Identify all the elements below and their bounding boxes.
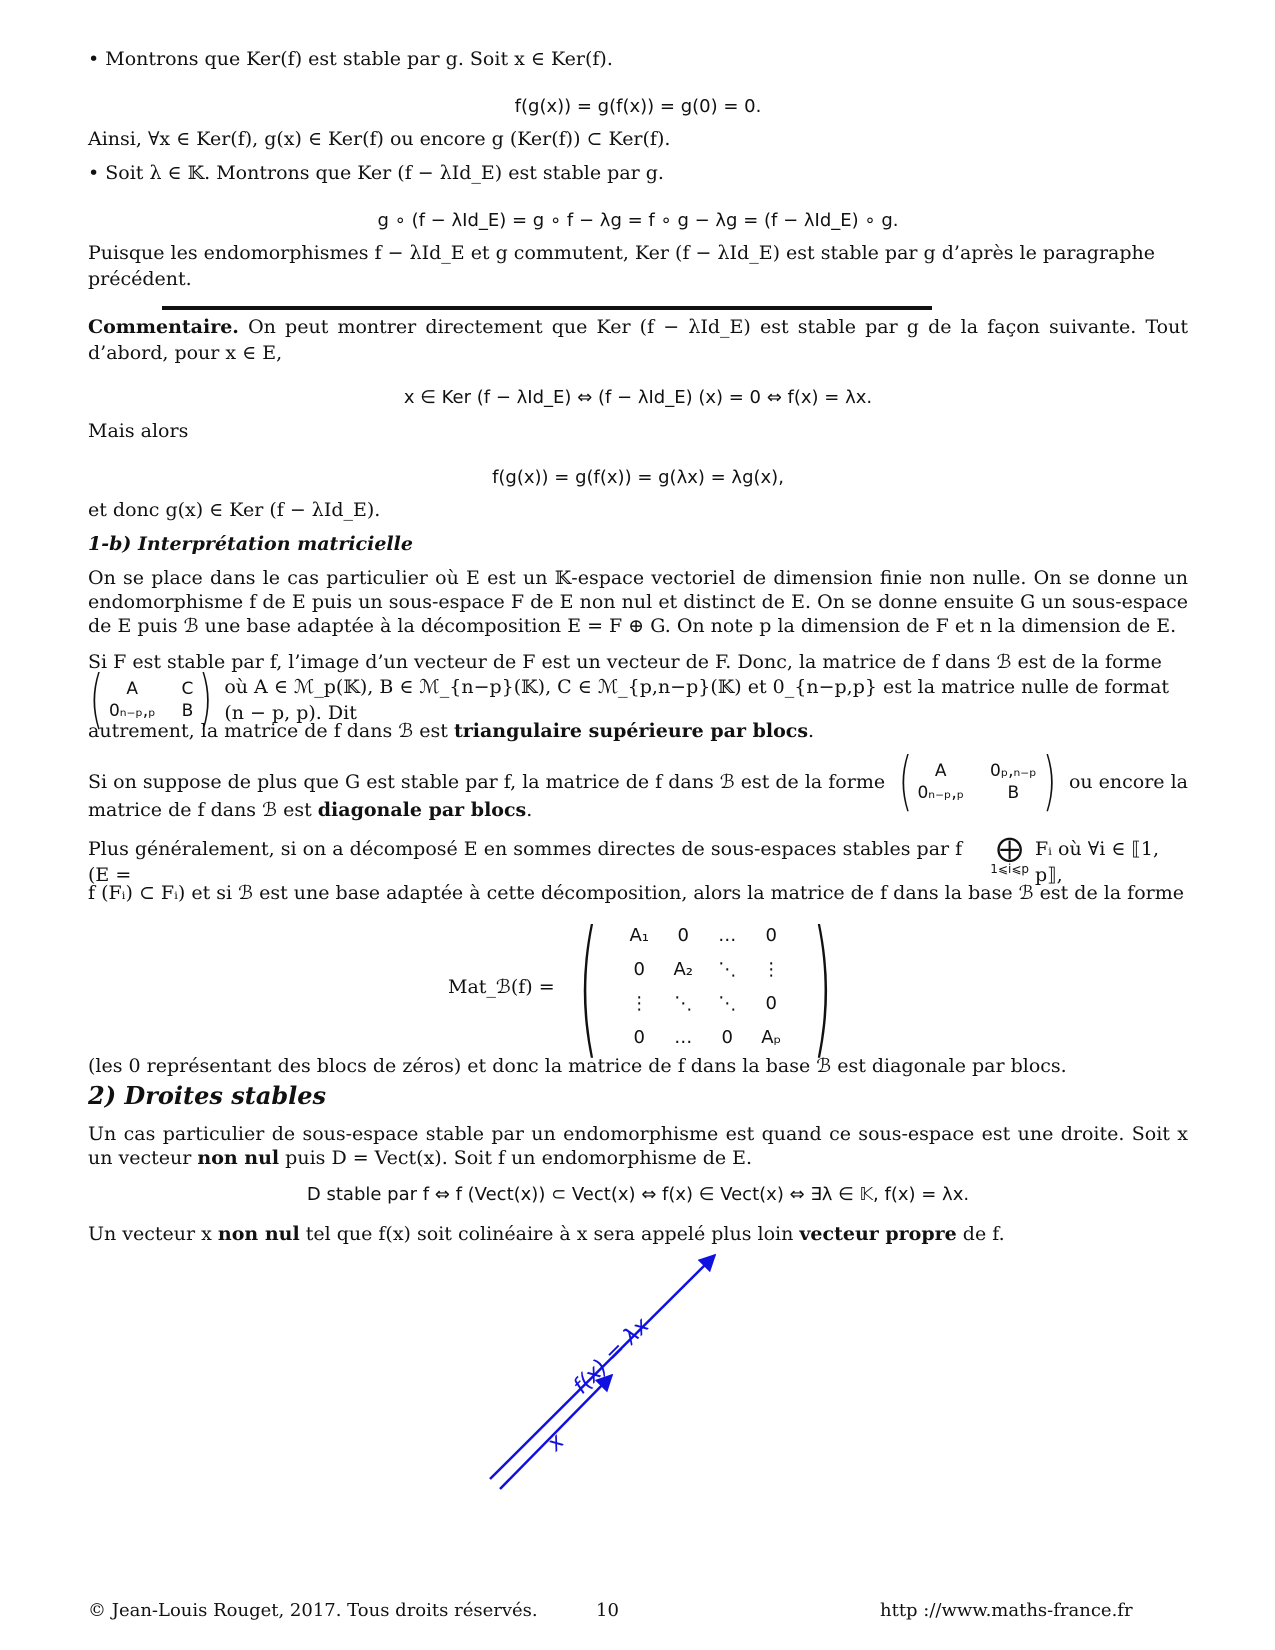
vector-figure [470,1245,740,1505]
matrix-diagonal: ( A 0ₚ,ₙ₋ₚ 0ₙ₋ₚ,ₚ B ) [898,745,1056,819]
x-vector-arrow [500,1375,612,1489]
matrix-cell: A [126,679,139,699]
text-line: et donc g(x) ∈ Ker (f − λId_E). [88,499,381,521]
equation: g ∘ (f − λId_E) = g ∘ f − λg = f ∘ g − λg = (f − λId_E) ∘ g. [377,210,899,231]
text-line: ou encore la [1068,771,1188,793]
matrix-cell: A [934,761,947,781]
paragraph: Un cas particulier de sous-espace stable par un endomorphisme est quand ce sous-espace est une droite. Soit x un vecteur non nul puis D = Vect(x). Soit f un endomorphisme de E. [88,1123,1188,1169]
sum-index: 1⩽i⩽p [990,862,1029,876]
text-line: matrice de f dans ℬ est diagonale par blocs. [88,799,533,821]
equation: f(g(x)) = g(f(x)) = g(0) = 0. [514,96,762,117]
text-line: où A ∈ ℳ_p(𝕂), B ∈ ℳ_{n−p}(𝕂), C ∈ ℳ_{p,n−p}(𝕂) et 0_{n−p,p} est la matrice nulle de format (n − p, p). Dit [224,676,1170,724]
bold-term: vecteur propre [799,1223,957,1245]
fx-label: f(x) = λx [568,1313,655,1400]
section-title-1b: 1-b) Interprétation matricielle [88,533,413,555]
horizontal-rule [162,306,932,310]
paragraph: (les 0 représentant des blocs de zéros) et donc la matrice de f dans la base ℬ est diagonale par blocs. [88,1055,1067,1077]
footer-page-number: 10 [596,1600,619,1621]
bold-term: non nul [197,1147,280,1169]
matrix-cell: Aₚ [761,1027,782,1048]
matrix-grid [617,925,793,1049]
text-line: f (Fᵢ) ⊂ Fᵢ) et si ℬ est une base adaptée à cette décomposition, alors la matrice de f dans la base ℬ est de la forme [88,882,1184,904]
matrix-cell: 0 [765,993,777,1014]
oplus-symbol: ⨁ [996,834,1023,864]
paragraph: On se place dans le cas particulier où E est un 𝕂-espace vectoriel de dimension finie non nulle. On se donne un endomorphisme f de E puis un sous-espace F de E non nul et distinct de E. On se donne ensuite G un sous-espace de E puis ℬ une base adaptée à la décomposition E = F ⊕ G. On note p la dimension de F et n la dimension de E. [88,567,1188,637]
text-line: Plus généralement, si on a décomposé E en sommes directes de sous-espaces stables par f (E = ⨁ 1⩽i⩽p Fᵢ où ∀i ∈ ⟦1, p⟧, [88,834,1159,886]
matrix-cell: 0ₚ,ₙ₋ₚ [990,761,1037,781]
equation: D stable par f ⇔ f (Vect(x)) ⊂ Vect(x) ⇔ f(x) ∈ Vect(x) ⇔ ∃λ ∈ 𝕂, f(x) = λx. [306,1184,970,1205]
matrix-cell: 0ₙ₋ₚ,ₚ [917,783,965,803]
matrix-cell: C [181,679,194,699]
matrix-cell: B [181,701,194,721]
text-line: • Montrons que Ker(f) est stable par g. Soit x ∈ Ker(f). [88,48,613,70]
paragraph: Si F est stable par f, l’image d’un vecteur de F est un vecteur de F. Donc, la matrice de f dans ℬ est de la forme [88,651,1162,673]
text-line: • Soit λ ∈ 𝕂. Montrons que Ker (f − λId_E) est stable par g. [88,162,664,184]
matrix-cell: 0 [721,1027,733,1048]
matrix-cell: 0 [677,925,689,946]
paragraph: Un vecteur x non nul tel que f(x) soit colinéaire à x sera appelé plus loin vecteur propre de f. [88,1223,1005,1245]
text-line: Si on suppose de plus que G est stable par f, la matrice de f dans ℬ est de la forme [88,771,886,793]
footer-copyright: © Jean-Louis Rouget, 2017. Tous droits réservés. [88,1600,538,1621]
text-line: Mais alors [88,420,189,442]
matrix-cell: ⋱ [718,959,737,980]
text-line: Ainsi, ∀x ∈ Ker(f), g(x) ∈ Ker(f) ou encore g (Ker(f)) ⊂ Ker(f). [88,128,671,150]
footer-url[interactable]: http ://www.maths-france.fr [880,1600,1133,1621]
text-line: Puisque les endomorphismes f − λId_E et g commutent, Ker (f − λId_E) est stable par g d’après le paragraphe précédent. [88,242,1156,290]
matrix-cell: … [674,1027,693,1048]
equation: f(g(x)) = g(f(x)) = g(λx) = λg(x), [492,467,784,488]
matrix-cell: … [718,925,737,946]
matrix-cell: B [1007,783,1020,803]
matrix-label: Mat_ℬ(f) = [448,976,555,998]
matrix-cell: ⋱ [674,993,693,1014]
matrix-cell: ⋮ [762,959,781,980]
matrix-cell: 0ₙ₋ₚ,ₚ [108,701,156,721]
matrix-cell: 0 [633,959,645,980]
matrix-triangular: ( A C 0ₙ₋ₚ,ₚ B ) [89,663,213,737]
comment-label: Commentaire. [88,316,239,338]
comment-text: On peut montrer directement que Ker (f − λId_E) est stable par g de la façon suivante. Tout d’abord, pour x ∈ E, [88,316,1188,364]
matrix-cell: A₁ [629,925,649,946]
equation: x ∈ Ker (f − λId_E) ⇔ (f − λId_E) (x) = 0 ⇔ f(x) = λx. [403,387,873,408]
matrix-cell: ⋮ [630,993,649,1014]
bold-term: non nul [217,1223,300,1245]
matrix-cell: 0 [765,925,777,946]
section-title-2: 2) Droites stables [88,1081,327,1110]
bold-term: diagonale par blocs [317,799,527,821]
comment-paragraph [88,314,1188,366]
text-line: autrement, la matrice de f dans ℬ est triangulaire supérieure par blocs. [88,720,815,742]
matrix-cell: ⋱ [718,993,737,1014]
bold-term: triangulaire supérieure par blocs [453,720,809,742]
x-label: x [542,1429,570,1457]
matrix-cell: 0 [633,1027,645,1048]
matrix-cell: A₂ [673,959,693,980]
direct-sum [990,836,1029,876]
block-diagonal-matrix: Mat_ℬ(f) = ( A₁ 0 … 0 0 A₂ ⋱ ⋮ ⋮ ⋱ ⋱ 0 0 … 0 Aₚ ) [448,900,833,1074]
